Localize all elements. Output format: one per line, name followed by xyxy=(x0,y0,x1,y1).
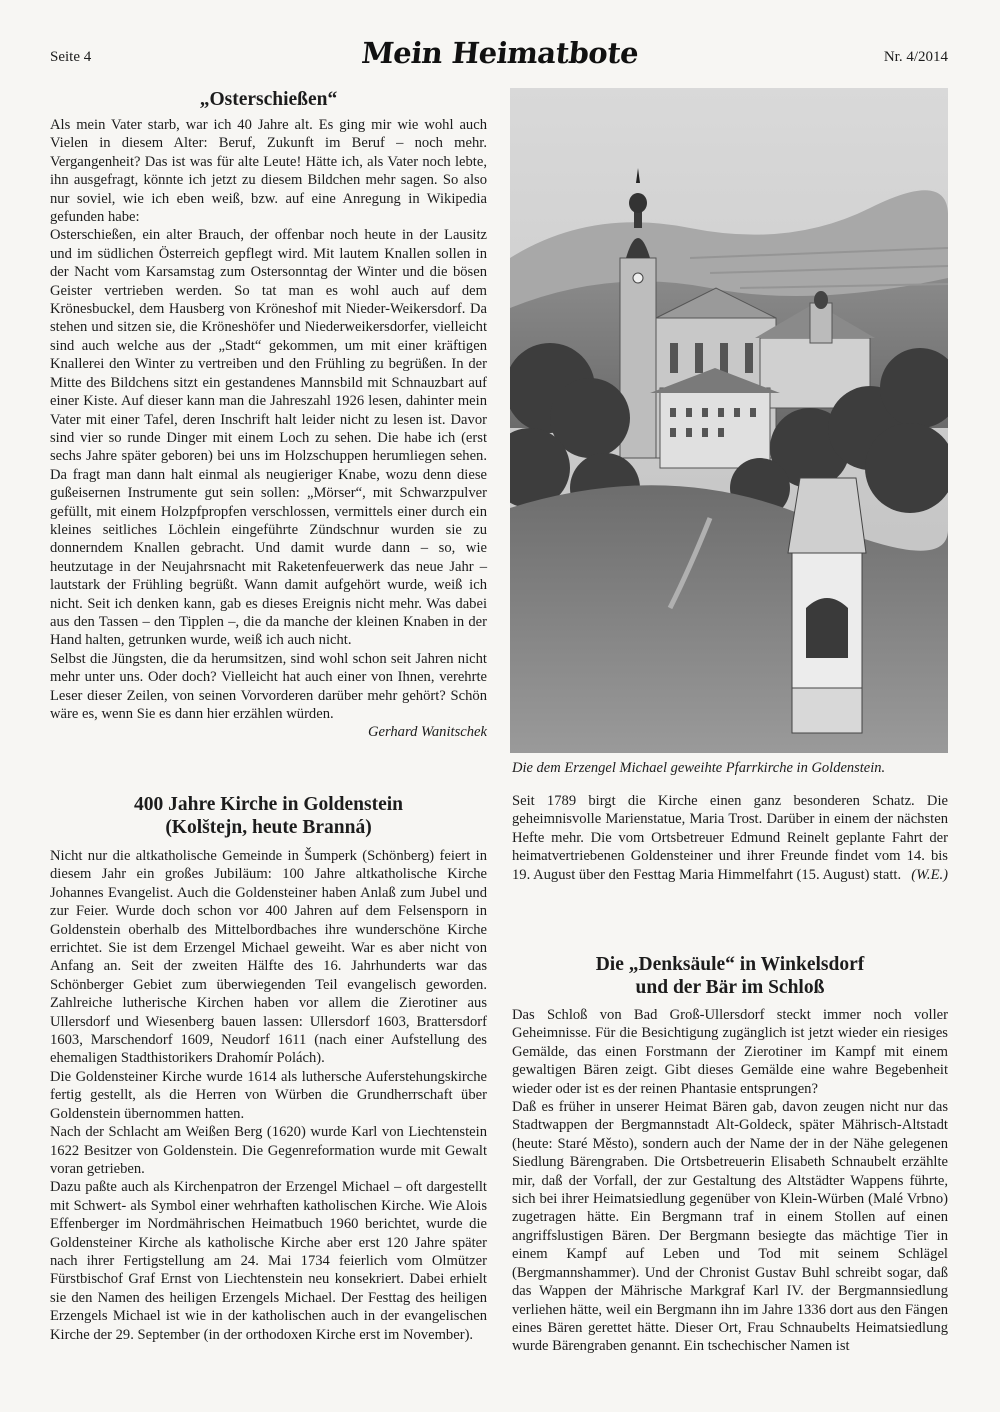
issue-number: Nr. 4/2014 xyxy=(883,49,948,65)
author-signature: Gerhard Wanitschek xyxy=(367,724,487,741)
paragraph: Als mein Vater starb, war ich 40 Jahre alt. Es ging mir wie wohl auch Vielen in diesem Alter: Beruf, Zukunft im Beruf – noch mehr. Vergangenheit? Das ist was für alte Leute! Hätte ich, als Vater noch lebte, ihn ausgefragt, könnte ich jetzt zu diesem Bildchen mehr sagen. So also nur soviel, wie ich eben weiß, bzw. auf eine Anregung in Wikipedia gefunden habe: xyxy=(50,117,487,226)
article-title: 400 Jahre Kirche in Goldenstein xyxy=(133,794,404,815)
paragraph: Osterschießen, ein alter Brauch, der offenbar noch heute in der Lausitz und im südlichen Österreich gepflegt wird. Mit lautem Knallen sollen in der Nacht vom Karsamstag zum Ostersonntag der Winter und die bösen Geister vertrieben werden. So tat man es wohl auch auf dem Krönesbuckel, dem Hausberg von Kröneshof mit Nieder-Weikersdorf. Da stehen und sitzen sie, die Kröneshöfer und Niederweikersdorfer, vielleicht sind auch welche aus der „Stadt“ gekommen, um mit einer kräftigen Knallerei den Winter zu vertreiben und den Frühling zu begrüßen. In der Mitte des Bildchens sitzt ein gestandenes Mannsbild mit Schnauzbart auf einer Kiste. Auf dieser kann man die Jahreszahl 1926 lesen, dahinter mein Vater mit einer Tafel, deren Inschrift halt leider nicht zu lesen ist. Davor sind vier so runde Dinger mit einem Loch zu sehen. Die habe ich (erst sechs Jahre später geboren) bei uns im Holzschuppen herumliegen sehen. Da fragt man dann halt einmal als neugieriger Knabe, wozu denn diese gußeisernen Instrumente gut sein sollen: „Mörser“, mit Schwarzpulver gefüllt, mit einem Holzpfpropfen verschlossen, vermittels einer durch ein kleines seitliches Löchlein eingeführte Zündschnur wurden sie zu donnerndem Knallen gebracht. Und damit wurde dann – so, wie heutzutage in der Neujahrsnacht mit Raketenfeuerwerk das neue Jahr – lautstark der Frühling begrüßt. Wann damit aufgehört wurde, weiß ich nicht. Seit ich denken kann, gab es dieses Ereignis nicht mehr. Was dabei aus den Tassen – den Tipplen –, die da manche der kleinen Knaben in der Hand halten, getrunken wurde, weiß ich auch nicht. xyxy=(50,227,487,649)
paragraph: Selbst die Jüngsten, die da herumsitzen, sind wohl schon seit Jahren nicht mehr unter uns. Oder doch? Vielleicht hat auch einer von Ihnen, verehrte Leser dieser Zeilen, von seinen Vorvorderen darüber mehr gehört? Schön wäre es, wenn Sie es dann hier erzählen würden. xyxy=(50,650,487,722)
paragraph: Die Goldensteiner Kirche wurde 1614 als luthersche Auferstehungskirche fertig gestellt, als die Herren von Würben die Grundherrschaft über Goldenstein übernommen hatten. xyxy=(50,1068,487,1122)
paragraph: Seit 1789 birgt die Kirche einen ganz besonderen Schatz. Die geheimnisvolle Marienstatue, Maria Trost. Darüber in einem der nächsten Hefte mehr. Die vom Ortsbetreuer Edmund Reinelt geplante Fahrt der heimatvertriebenen Goldensteiner und ihrer Freunde findet vom 14. bis 19. August über den Festtag Maria Himmelfahrt (15. August) statt. xyxy=(512,793,948,883)
paragraph: Nicht nur die altkatholische Gemeinde in Šumperk (Schönberg) feiert in diesem Jahr ein großes Jubiläum: 100 Jahre altkatholische Kirche Johannes Evangelist. Auch die Goldensteiner haben Anlaß zum Jubel und zur Feier. Wurde doch schon vor 400 Jahren auf dem Felsensporn in Goldenstein oberhalb des Mittelbordbaches ihre wunderschöne Kirche errichtet. Sie ist dem Erzengel Michael geweiht. War es aber nicht von Anfang an. Seit der zweiten Hälfte des 16. Jahrhunderts war das Schönberger Gebiet zum überwiegenden Teil evangelisch geworden. Zahlreiche lutherische Kirchen haben vor allem die Zierotiner aus Ullersdorf und Wiesenberg bauen lassen: Ullersdorf 1603, Brattersdorf 1603, Marschendorf 1609, Neudorf 1611 (nach einer Aufstellung des ehemaligen Stadthistorikers Drahomír Polách). xyxy=(50,848,487,1067)
article-subtitle: (Kolštejn, heute Branná) xyxy=(165,817,372,838)
paragraph: Daß es früher in unserer Heimat Bären gab, davon zeugen nicht nur das Stadtwappen der Bergmannstadt Alt-Goldeck, später Mährisch-Altstadt (heute: Staré Město), sondern auch der Name der in der Nähe gelegenen Siedlung Bärengraben. Die Ortsbetreuerin Elisabeth Schnaubelt erzählte mir, daß der Vorfall, der zur Gestaltung des Altstädter Wappens führte, sich bei ihrer Heimatsiedlung gegenüber von Klein-Würben (Malé Vrbno) zugetragen hätte. Ein Bergmann traf in einem Stollen auf einen angriffslustigen Bären. Der Bergmann besiegte das mächtige Tier in einem Kampf auf Leben und Tod mit seinem Schlägel (Bergmannshammer). Und der Chronist Gustav Buhl schreibt sogar, daß das Wappen der Mährische Markgraf Karl IV. der Bergmannsiedlung verliehen hätte, weil ein Bergmann ihn im Jahre 1336 dort aus den Fängen eines Bären gerettet hätte. Dieser Ort, Frau Schnaubelts Heimatsiedlung wurde Bärengraben genannt. Ein tschechischer Namen ist xyxy=(512,1099,948,1355)
page-number: Seite 4 xyxy=(50,49,92,65)
article-title: „Osterschießen“ xyxy=(199,89,338,110)
photo-caption: Die dem Erzengel Michael geweihte Pfarrkirche in Goldenstein. xyxy=(512,760,886,776)
article-400-jahre xyxy=(50,793,487,1344)
masthead-title: Mein Heimatbote xyxy=(359,36,641,70)
paragraph: Nach der Schlacht am Weißen Berg (1620) wurde Karl von Liechtenstein 1622 Besitzer von Goldenstein. Die Gegenreformation wurde mit Gewalt voran getrieben. xyxy=(50,1124,487,1177)
church-photo-drawing xyxy=(510,88,948,753)
paragraph: Das Schloß von Bad Groß-Ullersdorf steckt immer noch voller Geheimnisse. Für die Besichtigung zugänglich ist jetzt wieder ein riesiges Gemälde, das einen Forstmann der Zierotiner im Kampf mit einem gewaltigen Bären zeigt. Gibt dieses Gemälde eine wahre Begebenheit wieder oder ist es der reinen Phantasie entsprungen? xyxy=(512,1007,948,1097)
church-photo xyxy=(510,88,948,753)
article-400-jahre-continued xyxy=(512,792,948,884)
paragraph: Dazu paßte auch als Kirchenpatron der Erzengel Michael – oft dargestellt mit Schwert- als Symbol einer wehrhaften katholischen Kirche. Wie Alois Effenberger im Nordmährischen Heimatbuch 1960 berichtet, wurde die Goldensteiner Kirche als katholische Kirche aber erst 120 Jahre später nach ihrer Fertigstellung am 24. Mai 1734 feierlich vom Olmützer Fürstbischof Graf Ernst von Liechtenstein neu konsekriert. Dabei erhielt sie den Namen des heiligen Erzengels Michael. Der Festtag des heiligen Erzengels Michael ist wie in der katholischen auch in der evangelischen Kirche der 29. September (in der orthodoxen Kirche erst im November). xyxy=(50,1179,487,1343)
article-osterschiessen xyxy=(50,88,487,742)
article-title: Die „Denksäule“ in Winkelsdorf xyxy=(595,954,865,975)
article-denksaeule xyxy=(512,953,948,1356)
article-subtitle: und der Bär im Schloß xyxy=(635,977,825,998)
author-signature: (W.E.) xyxy=(911,867,948,884)
